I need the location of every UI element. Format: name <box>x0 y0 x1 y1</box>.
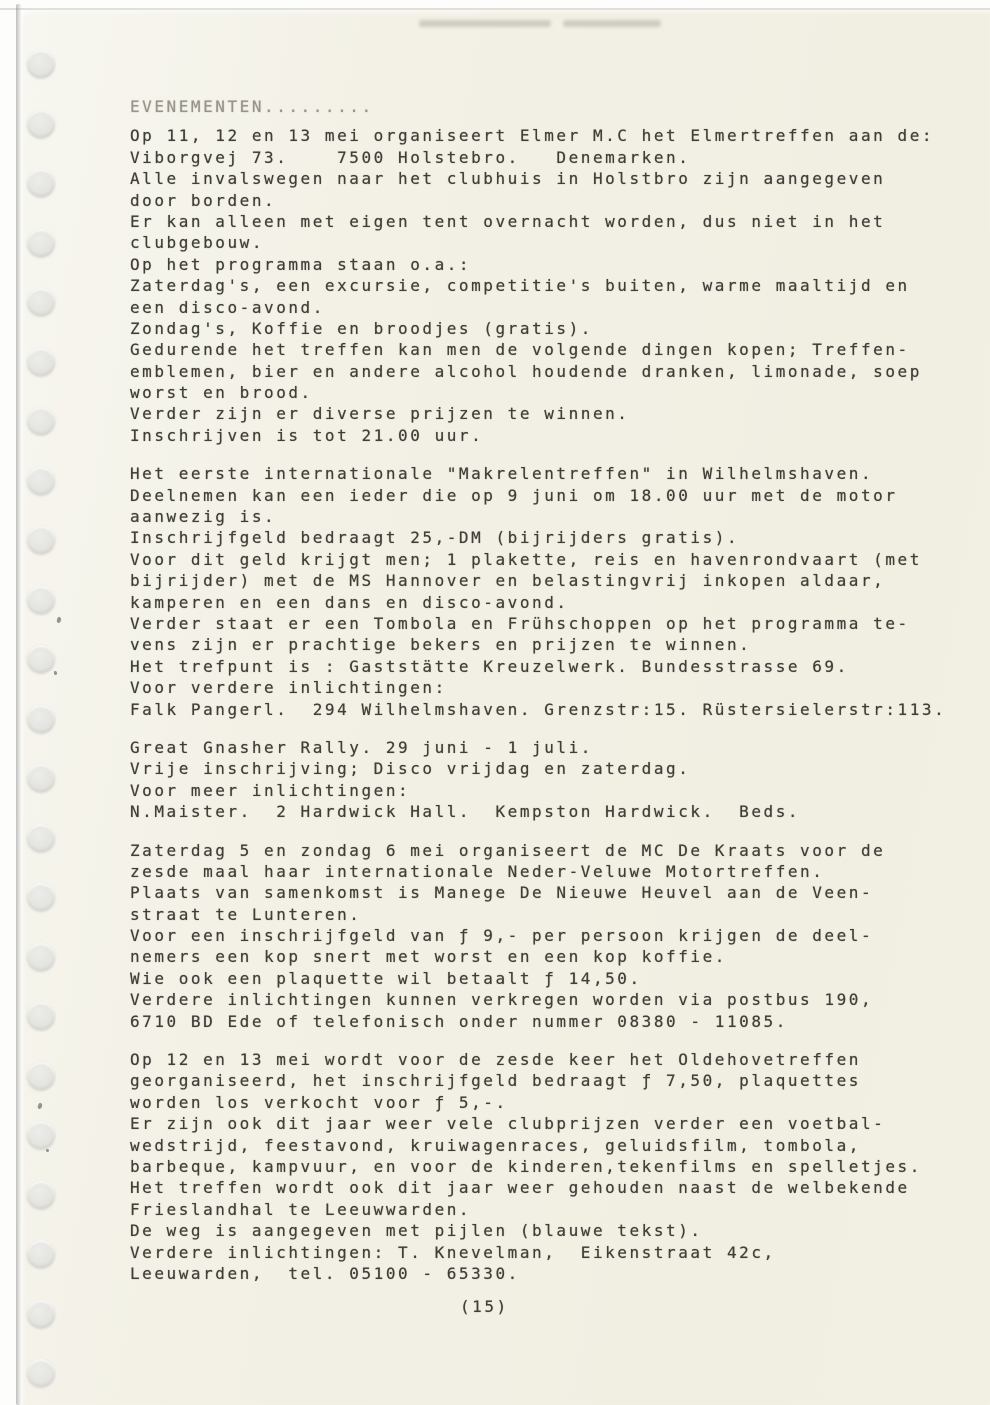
text-line: Wie ook een plaquette wil betaalt ƒ 14,50. <box>130 968 642 988</box>
text-line: Frieslandhal te Leeuwwarden. <box>130 1199 472 1219</box>
punch-hole <box>27 824 55 852</box>
text-line: N.Maister. 2 Hardwick Hall. Kempston Hardwick. Beds. <box>130 802 801 822</box>
text-line: Falk Pangerl. 294 Wilhelmshaven. Grenzstr:15. Rüstersielerstr:113. <box>130 699 947 719</box>
punch-hole <box>27 288 55 316</box>
text-line: Voor verdere inlichtingen: <box>130 678 447 698</box>
text-line: vens zijn er prachtige bekers en prijzen te winnen. <box>130 635 752 655</box>
text-line: straat te Lunteren. <box>130 904 362 924</box>
text-section <box>130 840 980 1033</box>
text-line: Voor een inschrijfgeld van ƒ 9,- per persoon krijgen de deel- <box>130 926 874 946</box>
text-line: Vrije inschrijving; Disco vrijdag en zaterdag. <box>130 759 691 779</box>
text-line: Op het programma staan o.a.: <box>130 254 472 274</box>
punch-hole <box>27 764 55 792</box>
text-line: Viborgvej 73. 7500 Holstebro. Denemarken. <box>130 147 691 167</box>
text-line: worden los verkocht voor ƒ 5,-. <box>130 1092 508 1112</box>
text-line: wedstrijd, feestavond, kruiwagenraces, geluidsfilm, tombola, <box>130 1135 861 1155</box>
text-line: Op 11, 12 en 13 mei organiseert Elmer M.C het Elmertreffen aan de: <box>130 126 935 146</box>
punch-hole <box>27 348 55 376</box>
text-line: aanwezig is. <box>130 507 277 527</box>
punch-hole <box>27 1062 55 1090</box>
text-line: kamperen en een dans en disco-avond. <box>130 592 569 612</box>
text-line: Zaterdag 5 en zondag 6 mei organiseert de MC De Kraats voor de <box>130 840 886 860</box>
text-line: bijrijder) met de MS Hannover en belastingvrij inkopen aldaar, <box>130 571 886 591</box>
punch-hole <box>27 645 55 673</box>
punch-hole <box>27 1300 55 1328</box>
punch-hole <box>27 1121 55 1149</box>
punch-hole <box>27 110 55 138</box>
text-line: Deelnemen kan een ieder die op 9 juni om 18.00 uur met de motor <box>130 485 898 505</box>
text-line: worst en brood. <box>130 383 313 403</box>
punch-hole <box>27 50 55 78</box>
punch-hole <box>27 1359 55 1387</box>
text-line: zesde maal haar internationale Neder-Veluwe Motortreffen. <box>130 861 825 881</box>
text-section <box>130 125 980 446</box>
typewritten-text <box>130 96 980 1318</box>
text-line: Het treffen wordt ook dit jaar weer gehouden naast de welbekende <box>130 1178 910 1198</box>
text-line: emblemen, bier en andere alcohol houdende dranken, limonade, soep <box>130 361 922 381</box>
text-line: Het eerste internationale "Makrelentreffen" in Wilhelmshaven. <box>130 464 874 484</box>
punch-hole <box>27 229 55 257</box>
text-line: Voor meer inlichtingen: <box>130 780 411 800</box>
text-line: Zaterdag's, een excursie, competitie's buiten, warme maaltijd en <box>130 276 910 296</box>
bleed-through-text <box>419 20 551 27</box>
text-line: georganiseerd, het inschrijfgeld bedraagt ƒ 7,50, plaquettes <box>130 1071 861 1091</box>
text-line: Verdere inlichtingen kunnen verkregen worden via postbus 190, <box>130 990 874 1010</box>
punch-hole <box>27 407 55 435</box>
body-text <box>130 125 980 1284</box>
text-line: een disco-avond. <box>130 297 325 317</box>
text-line: Great Gnasher Rally. 29 juni - 1 juli. <box>130 737 593 757</box>
text-line: Verdere inlichtingen: T. Knevelman, Eikenstraat 42c, <box>130 1242 776 1262</box>
punch-hole <box>27 169 55 197</box>
text-line: clubgebouw. <box>130 233 265 253</box>
text-line: Zondag's, Koffie en broodjes (gratis). <box>130 318 593 338</box>
text-line: Inschrijven is tot 21.00 uur. <box>130 425 484 445</box>
text-section <box>130 463 980 720</box>
punch-hole <box>27 1240 55 1268</box>
text-line: Alle invalswegen naar het clubhuis in Holstbro zijn aangegeven <box>130 169 886 189</box>
text-section <box>130 1049 980 1284</box>
page-title: EVENEMENTEN......... <box>130 97 374 116</box>
punch-hole <box>27 705 55 733</box>
page-number: (15) <box>460 1297 509 1317</box>
dust-speck <box>46 1149 49 1152</box>
text-line: Het trefpunt is : Gaststätte Kreuzelwerk. Bundesstrasse 69. <box>130 656 849 676</box>
text-line: Er zijn ook dit jaar weer vele clubprijzen verder een voetbal- <box>130 1114 886 1134</box>
dust-speck <box>54 671 58 675</box>
text-line: 6710 BD Ede of telefonisch onder nummer 08380 - 11085. <box>130 1011 788 1031</box>
text-line: Op 12 en 13 mei wordt voor de zesde keer het Oldehovetreffen <box>130 1050 861 1070</box>
text-line: barbeque, kampvuur, en voor de kinderen,tekenfilms en spelletjes. <box>130 1156 922 1176</box>
bleed-through-text <box>563 20 661 27</box>
text-line: nemers een kop snert met worst en een kop koffie. <box>130 947 727 967</box>
text-line: Inschrijfgeld bedraagt 25,-DM (bijrijders gratis). <box>130 528 740 548</box>
punch-hole <box>27 467 55 495</box>
text-line: De weg is aangegeven met pijlen (blauwe tekst). <box>130 1221 703 1241</box>
text-line: door borden. <box>130 190 277 210</box>
text-line: Voor dit geld krijgt men; 1 plakette, reis en havenrondvaart (met <box>130 549 922 569</box>
punch-hole <box>27 943 55 971</box>
text-line: Er kan alleen met eigen tent overnacht worden, dus niet in het <box>130 211 886 231</box>
text-section <box>130 737 980 823</box>
text-line: Leeuwarden, tel. 05100 - 65330. <box>130 1263 520 1283</box>
text-line: Plaats van samenkomst is Manege De Nieuwe Heuvel aan de Veen- <box>130 883 874 903</box>
punch-hole <box>27 883 55 911</box>
punch-hole <box>27 1002 55 1030</box>
punch-hole <box>27 586 55 614</box>
punch-hole <box>27 1181 55 1209</box>
punch-hole <box>27 526 55 554</box>
text-line: Verder zijn er diverse prijzen te winnen. <box>130 404 630 424</box>
text-line: Gedurende het treffen kan men de volgende dingen kopen; Treffen- <box>130 340 910 360</box>
text-line: Verder staat er een Tombola en Frühschoppen op het programma te- <box>130 613 910 633</box>
